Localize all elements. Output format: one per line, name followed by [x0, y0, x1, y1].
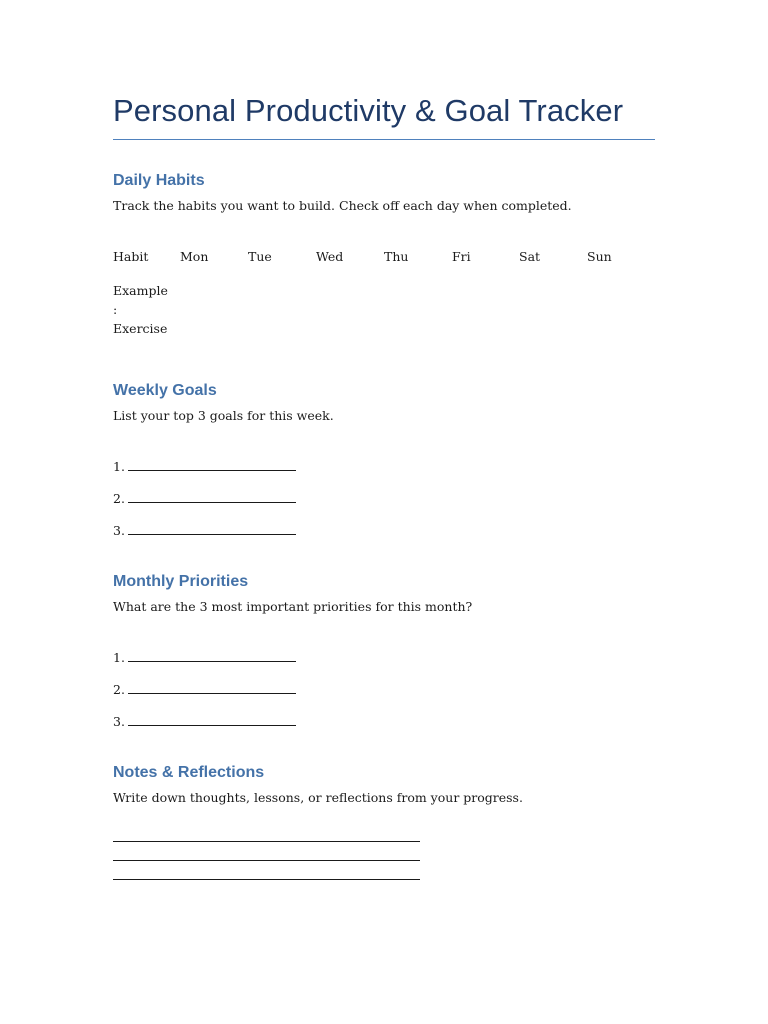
column-header-wed: Wed [316, 249, 344, 264]
blank-line[interactable] [128, 491, 296, 503]
blank-line[interactable] [128, 459, 296, 471]
weekly-goals-heading: Weekly Goals [113, 382, 217, 399]
column-header-mon: Mon [180, 249, 209, 264]
monthly-priorities-description: What are the 3 most important priorities for this month? [113, 599, 473, 614]
habit-cell-line: : [113, 302, 118, 317]
column-header-sun: Sun [587, 249, 612, 264]
monthly-priority-line[interactable]: 2. [113, 682, 296, 697]
habit-cell-line: Example [113, 283, 168, 298]
column-header-habit: Habit [113, 249, 149, 264]
habit-cell-line: Exercise [113, 321, 168, 336]
blank-line[interactable] [128, 682, 296, 694]
weekly-goal-line[interactable]: 3. [113, 523, 296, 538]
blank-line[interactable] [128, 523, 296, 535]
column-header-fri: Fri [452, 249, 471, 264]
weekly-goals-description: List your top 3 goals for this week. [113, 408, 334, 423]
monthly-priorities-heading: Monthly Priorities [113, 573, 249, 590]
blank-line[interactable] [128, 714, 296, 726]
habit-example-row [113, 281, 168, 338]
notes-description: Write down thoughts, lessons, or reflections from your progress. [113, 790, 523, 805]
weekly-goal-line[interactable]: 1. [113, 459, 296, 474]
column-header-tue: Tue [248, 249, 272, 264]
note-blank-line[interactable] [113, 841, 420, 842]
monthly-priority-line[interactable]: 1. [113, 650, 296, 665]
note-blank-line[interactable] [113, 860, 420, 861]
blank-line[interactable] [128, 650, 296, 662]
habit-table-header [113, 249, 655, 267]
column-header-thu: Thu [384, 249, 409, 264]
notes-heading: Notes & Reflections [113, 764, 265, 781]
column-header-sat: Sat [519, 249, 541, 264]
note-blank-line[interactable] [113, 879, 420, 880]
page-title: Personal Productivity & Goal Tracker [113, 93, 624, 128]
weekly-goal-line[interactable]: 2. [113, 491, 296, 506]
title-divider [113, 139, 655, 140]
monthly-priority-line[interactable]: 3. [113, 714, 296, 729]
daily-habits-heading: Daily Habits [113, 172, 205, 189]
daily-habits-description: Track the habits you want to build. Check off each day when completed. [113, 198, 572, 213]
